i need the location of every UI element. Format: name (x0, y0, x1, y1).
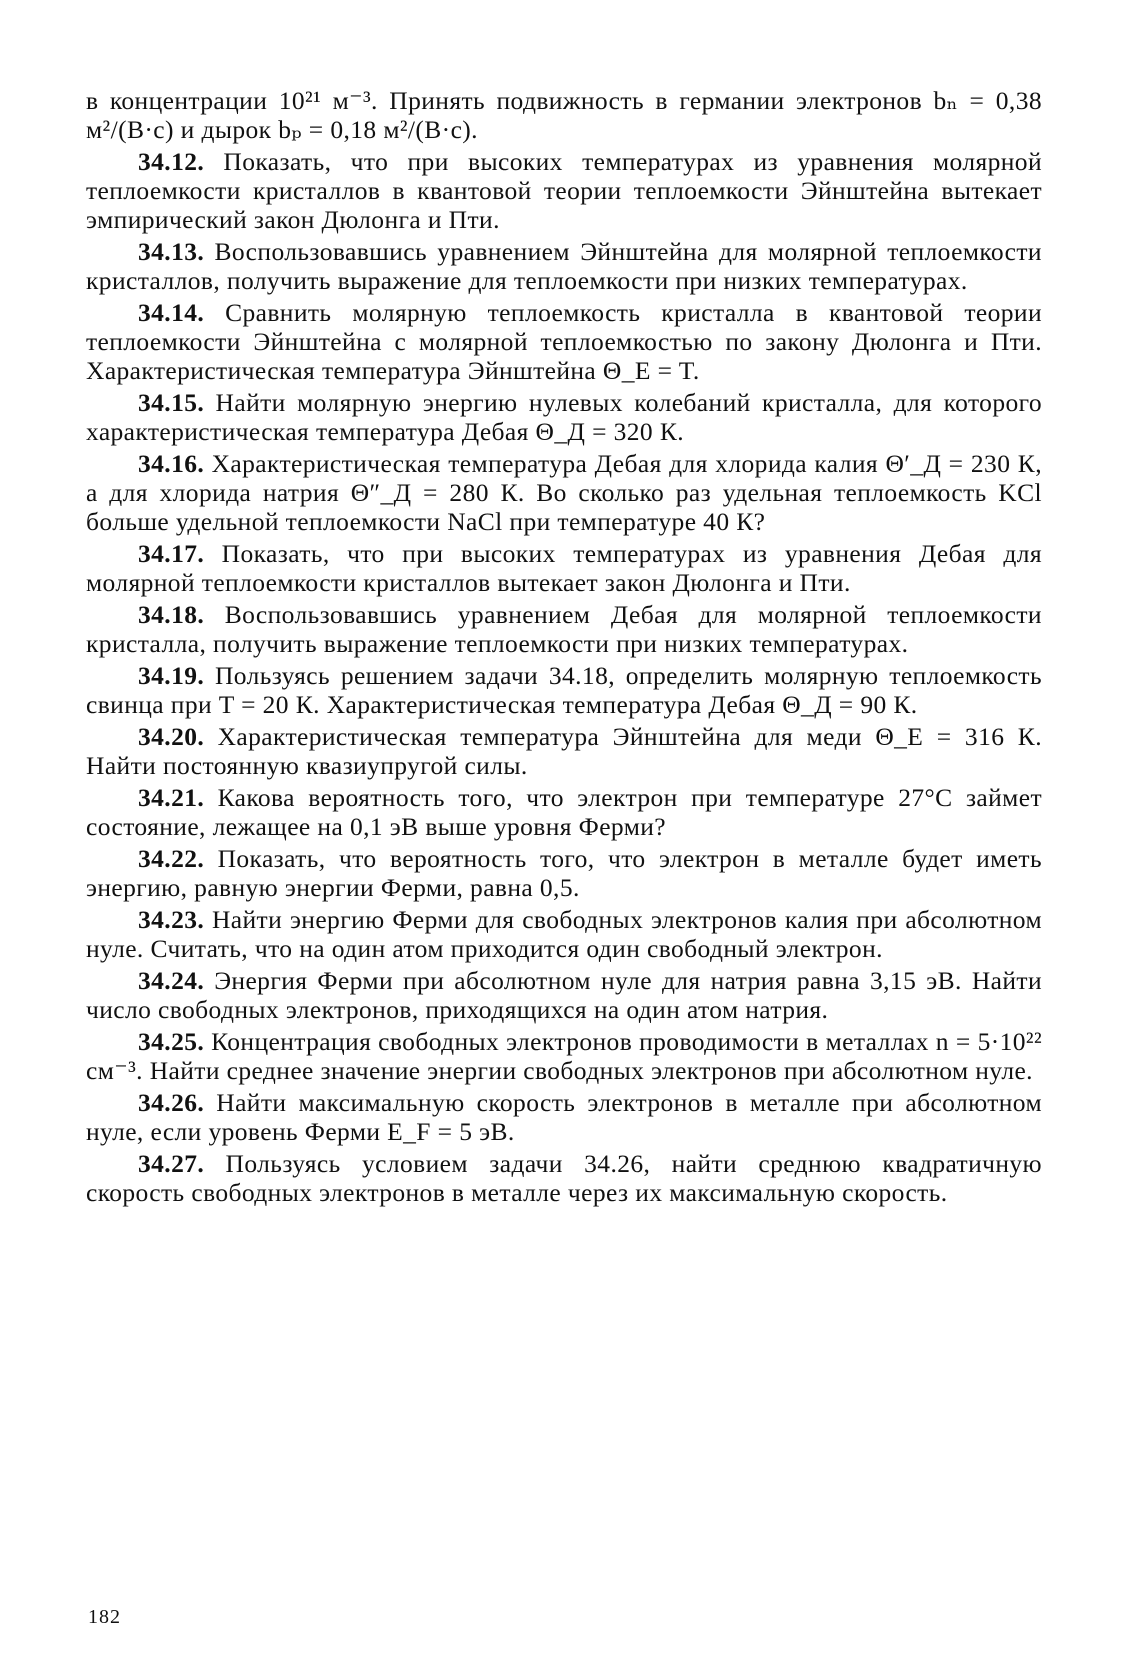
problem-number: 34.26. (138, 1088, 205, 1117)
problem-34-12 (86, 147, 1042, 234)
problem-text: Какова вероятность того, что электрон при температуре 27°С займет состояние, лежащее на 0,1 эВ выше уровня Ферми? (86, 783, 1042, 841)
problem-text: Сравнить молярную теплоемкость кристалла в квантовой теории теплоемкости Эйнштейна с молярной теплоемкостью по закону Дюлонга и Пти. Характеристическая температура Эйнштейна Θ_E = T. (86, 298, 1042, 385)
problem-number: 34.20. (138, 722, 205, 751)
problem-number: 34.16. (138, 449, 205, 478)
problem-34-25 (86, 1027, 1042, 1085)
problem-34-24 (86, 966, 1042, 1024)
problem-number: 34.19. (138, 661, 205, 690)
problem-number: 34.23. (138, 905, 205, 934)
problem-number: 34.22. (138, 844, 205, 873)
problem-text: Воспользовавшись уравнением Эйнштейна для молярной теплоемкости кристаллов, получить выражение для теплоемкости при низких температурах. (86, 237, 1042, 295)
problem-number: 34.12. (138, 147, 205, 176)
problem-34-16 (86, 449, 1042, 536)
problem-number: 34.14. (138, 298, 205, 327)
problem-34-18 (86, 600, 1042, 658)
problem-number: 34.27. (138, 1149, 205, 1178)
problem-text: Концентрация свободных электронов проводимости в металлах n = 5·10²² см⁻³. Найти среднее значение энергии свободных электронов при абсолютном нуле. (86, 1027, 1042, 1085)
problem-text: Показать, что при высоких температурах из уравнения Дебая для молярной теплоемкости кристаллов вытекает закон Дюлонга и Пти. (86, 539, 1042, 597)
page-number: 182 (88, 1606, 121, 1628)
problem-34-17 (86, 539, 1042, 597)
continued-paragraph: в концентрации 10²¹ м⁻³. Принять подвижность в германии электронов bₙ = 0,38 м²/(В·с) и дырок bₚ = 0,18 м²/(В·с). (86, 86, 1042, 144)
problem-number: 34.25. (138, 1027, 205, 1056)
problem-number: 34.18. (138, 600, 205, 629)
problem-text: Найти молярную энергию нулевых колебаний кристалла, для которого характеристическая температура Дебая Θ_Д = 320 К. (86, 388, 1043, 446)
problem-34-13 (86, 237, 1042, 295)
problem-text: Характеристическая температура Дебая для хлорида калия Θ′_Д = 230 К, а для хлорида натрия Θ″_Д = 280 К. Во сколько раз удельная теплоемкость KCl больше удельной теплоемкости NaCl при температуре 40 К? (86, 449, 1042, 536)
problem-text: Найти максимальную скорость электронов в металле при абсолютном нуле, если уровень Ферми E_F = 5 эВ. (86, 1088, 1043, 1146)
problem-text: Показать, что при высоких температурах из уравнения молярной теплоемкости кристаллов в квантовой теории теплоемкости Эйнштейна вытекает эмпирический закон Дюлонга и Пти. (86, 147, 1042, 234)
problem-number: 34.24. (138, 966, 205, 995)
problem-number: 34.17. (138, 539, 205, 568)
problem-34-22 (86, 844, 1042, 902)
problem-34-20 (86, 722, 1042, 780)
page-body (86, 86, 1042, 1210)
problem-text: Воспользовавшись уравнением Дебая для молярной теплоемкости кристалла, получить выражение теплоемкости при низких температурах. (86, 600, 1042, 658)
problem-text: Энергия Ферми при абсолютном нуле для натрия равна 3,15 эВ. Найти число свободных электронов, приходящихся на один атом натрия. (86, 966, 1042, 1024)
problem-number: 34.15. (138, 388, 205, 417)
problem-text: Пользуясь решением задачи 34.18, определить молярную теплоемкость свинца при T = 20 К. Характеристическая температура Дебая Θ_Д = 90 К. (86, 661, 1042, 719)
problem-34-23 (86, 905, 1042, 963)
problem-34-26 (86, 1088, 1042, 1146)
problem-number: 34.13. (138, 237, 205, 266)
problem-34-27 (86, 1149, 1042, 1207)
problem-text: Найти энергию Ферми для свободных электронов калия при абсолютном нуле. Считать, что на один атом приходится один свободный электрон. (86, 905, 1042, 963)
problem-number: 34.21. (138, 783, 205, 812)
problem-34-19 (86, 661, 1042, 719)
problem-text: Пользуясь условием задачи 34.26, найти среднюю квадратичную скорость свободных электронов в металле через их максимальную скорость. (86, 1149, 1042, 1207)
problem-text: Характеристическая температура Эйнштейна для меди Θ_E = 316 К. Найти постоянную квазиупругой силы. (86, 722, 1042, 780)
problem-34-15 (86, 388, 1042, 446)
problem-34-14 (86, 298, 1042, 385)
problem-34-21 (86, 783, 1042, 841)
problem-text: Показать, что вероятность того, что электрон в металле будет иметь энергию, равную энергии Ферми, равна 0,5. (86, 844, 1043, 902)
